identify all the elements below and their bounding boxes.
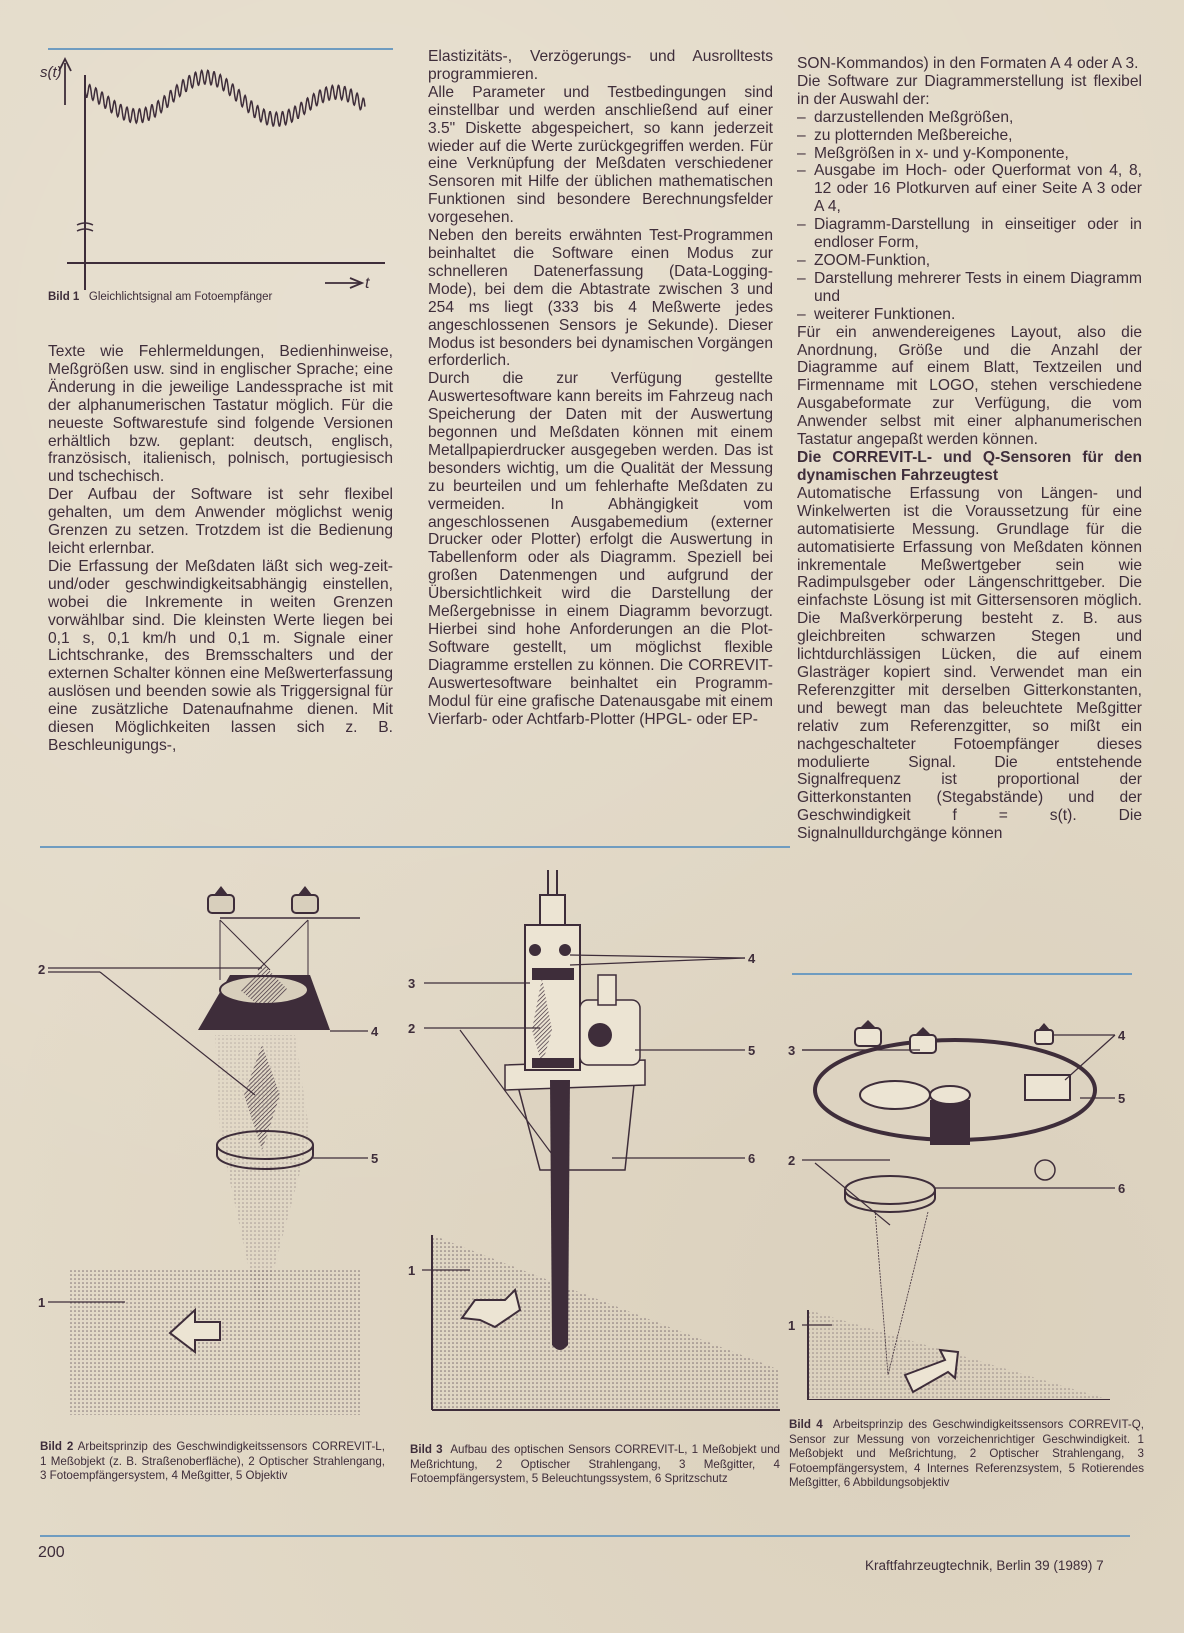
caption-label: Bild 1	[48, 291, 80, 303]
top-rule-left	[48, 48, 393, 50]
callout-2: 2	[38, 962, 46, 977]
callout-3: 3	[788, 1043, 796, 1058]
callout-3: 3	[408, 976, 416, 991]
measurement-surface	[70, 1270, 360, 1415]
caption-text: Aufbau des optischen Sensors CORREVIT-L, 1 Meßobjekt und Meßrichtung, 2 Optischer Strahlengang, 3 Meßgitter, 4 Fotoempfängersystem, 5 Beleuchtungssystem, 6 Spritzschutz	[410, 1443, 780, 1485]
callout-2: 2	[408, 1021, 416, 1036]
journal-citation: Kraftfahrzeugtechnik, Berlin 39 (1989) 7	[865, 1558, 1104, 1573]
callout-1: 1	[408, 1263, 416, 1278]
paragraph: Neben den bereits erwähnten Test-Programmen beinhaltet die Software einen Modus zur schnelleren Datenerfassung (Data-Logging-Mode), bei dem die Abtastrate zwischen 3 und 254 ms liegt (333 bis 4 Meßwerte jedes angeschlossenen Sensors je Sekunde). Dieser Modus ist besonders bei dynamischen Vorgängen erforderlich.	[428, 227, 774, 370]
x-axis-label: t	[365, 275, 370, 292]
figure2-diagram	[30, 850, 410, 1420]
callout-6: 6	[748, 1151, 756, 1166]
list-item: – darzustellenden Meßgrößen,	[797, 109, 1142, 127]
objective-lens	[845, 1176, 935, 1204]
list-item: – ZOOM-Funktion,	[797, 252, 1142, 270]
callout-4: 4	[748, 951, 756, 966]
paragraph: Elastizitäts-, Verzögerungs- und Ausrolltests programmieren.	[428, 48, 773, 83]
list-item: – zu plotternden Meßbereiche,	[797, 127, 1142, 145]
figure4-diagram	[780, 980, 1160, 1400]
feature-list	[797, 109, 1142, 324]
paragraph: Der Aufbau der Software ist sehr flexibel gehalten, um dem Anwender möglichst wenig Grenzen zu setzen. Trotzdem ist die Bedienung leicht erlernbar.	[48, 486, 393, 557]
figure3-caption	[410, 1443, 780, 1487]
callout-2: 2	[788, 1153, 796, 1168]
motor	[930, 1100, 970, 1145]
list-item: – weiterer Funktionen.	[797, 306, 1142, 324]
photo-receiver-right	[292, 895, 318, 913]
caption-label: Bild 3	[410, 1443, 443, 1456]
mid-rule-left	[40, 846, 790, 848]
list-item: – Meßgrößen in x- und y-Komponente,	[797, 145, 1142, 163]
caption-text: Arbeitsprinzip des Geschwindigkeitssensors CORREVIT-L, 1 Meßobjekt (z. B. Straßenoberfläche), 2 Optischer Strahlengang, 3 Fotoempfängersystem, 4 Meßgitter, 5 Objektiv	[40, 1440, 385, 1482]
callout-5: 5	[1118, 1091, 1126, 1106]
list-item: – Darstellung mehrerer Tests in einem Diagramm und	[797, 270, 1142, 306]
column-2	[428, 48, 773, 728]
callout-1: 1	[38, 1295, 46, 1310]
paragraph: Die Erfassung der Meßdaten läßt sich weg-zeit- und/oder geschwindigkeitsabhängig einstellen, wobei die Inkremente in weiten Grenzen vorwählbar sind. Die kleinsten Werte liegen bei 0,1 s, 0,1 km/h und 0,1 m. Signale einer Lichtschranke, des Bremsschalters und der externen Schalter können eine Meßwerterfassung auslösen und beenden sowie als Triggersignal für eine zusätzliche Datenaufnahme dienen. Mit diesen Möglichkeiten lassen sich z. B. Beschleunigungs-,	[48, 557, 393, 754]
figure3-diagram	[400, 850, 800, 1420]
bottom-rule	[40, 1535, 1130, 1537]
paragraph: Texte wie Fehlermeldungen, Bedienhinweise, Meßgrößen usw. sind in englischer Sprache; eine Änderung in die jeweilige Landessprache ist mit der alphanumerischen Tastatur möglich. Für die neueste Softwarestufe sind folgende Versionen erhältlich bzw. geplant: deutsch, englisch, französisch, italienisch, polnisch, portugiesisch und tschechisch.	[48, 343, 393, 486]
signal-wave	[85, 70, 365, 126]
lamp	[1035, 1160, 1055, 1180]
caption-text: Arbeitsprinzip des Geschwindigkeitssensors CORREVIT-Q, Sensor zur Messung von vorzeichenrichtiger Geschwindigkeit. 1 Meßobjekt und Meßrichtung, 2 Optischer Strahlengang, 3 Fotoempfängersystem, 4 Internes Referenzsystem, 5 Rotierendes Meßgitter, 6 Abbildungsobjektiv	[789, 1418, 1144, 1489]
callout-4: 4	[371, 1024, 379, 1039]
y-axis-label: s(t)	[40, 64, 62, 81]
caption-text: Gleichlichtsignal am Fotoempfänger	[88, 291, 273, 303]
callout-5: 5	[748, 1043, 756, 1058]
dark-beam	[550, 1080, 570, 1350]
list-item: – Ausgabe im Hoch- oder Querformat von 4, 8, 12 oder 16 Plotkurven auf einer Seite A 3 oder A 4,	[797, 162, 1142, 216]
callout-5: 5	[371, 1151, 379, 1166]
callout-4: 4	[1118, 1028, 1126, 1043]
photo-receiver-left	[208, 895, 234, 913]
caption-label: Bild 2	[40, 1440, 74, 1453]
paragraph: Für ein anwendereigenes Layout, also die Anordnung, Größe und die Anzahl der Diagramme auf einem Blatt, Textzeilen und Firmenname mit LOGO, stehen verschiedene Ausgabeformate zur Verfügung, die vom Anwender selbst mit einer alphanumerischen Tastatur angepaßt werden können.	[797, 323, 1142, 449]
list-item: – Diagramm-Darstellung in einseitiger oder in endloser Form,	[797, 216, 1142, 252]
paragraph: Automatische Erfassung von Längen- und Winkelwerten ist die Voraussetzung für eine automatisierte Messung. Grundlage für die automatisierte Erfassung von Meßdaten können inkrementale Meßwertgeber sein wie Radimpulsgeber oder Längenschrittgeber. Die einfachste Lösung ist mit Gittersensoren möglich. Die Maßverkörperung besteht z. B. aus gleichbreiten schwarzen Stegen und lichtdurchlässigen Lücken, die auf einem Glasträger kopiert sind. Verwendet man ein Referenzgitter mit derselben Gitterkonstanten, und bewegt man das beleuchtete Meßgitter relativ zum Referenzgitter, so mißt ein nachgeschalteter Fotoempfänger dieses modulierte Signal. Die entstehende Signalfrequenz ist proportional der Gitterkonstanten (Stegabstände) und der Geschwindigkeit f = s(t). Die Signalnulldurchgänge können	[797, 484, 1142, 843]
paragraph: Durch die zur Verfügung gestellte Auswertesoftware kann bereits im Fahrzeug nach Speicherung der Daten mit der Auswertung begonnen und Meßdaten können mit einem Metallpapierdrucker ausgegeben werden. Das ist besonders wichtig, um die Qualität der Messung zu beurteilen und um fehlerhafte Meßdaten zu vermeiden. In Abhängigkeit vom angeschlossenen Ausgabemedium (externer Drucker oder Plotter) erfolgt die Auswertung in Tabellenform oder als Diagramm. Speziell bei großen Datenmengen und aufgrund der Übersichtlichkeit wird die Darstellung der Meßergebnisse in einem Diagramm bevorzugt. Hierbei sind hohe Anforderungen an die Plot-Software gestellt, um möglichst flexible Diagramme erstellen zu können. Die CORREVIT-Auswertesoftware beinhaltet ein Programm-Modul für eine grafische Datenausgabe mit einem Vierfarb- oder Achtfarb-Plotter (HPGL- oder EP-	[428, 370, 773, 728]
figure1-signal-plot	[40, 55, 395, 295]
column-3	[797, 55, 1142, 843]
figure4-caption	[789, 1418, 1144, 1491]
column-1	[48, 343, 393, 755]
measurement-surface	[808, 1310, 1110, 1400]
figure2-caption	[40, 1440, 385, 1484]
mid-rule-right	[792, 973, 1132, 975]
callout-6: 6	[1118, 1181, 1126, 1196]
section-heading: Die CORREVIT-L- und Q-Sensoren für den dynamischen Fahrzeugtest	[797, 448, 1142, 484]
page-number: 200	[38, 1544, 65, 1561]
figure1-caption	[48, 290, 388, 305]
paragraph: SON-Kommandos) in den Formaten A 4 oder A 3.	[797, 55, 1139, 72]
paragraph: Alle Parameter und Testbedingungen sind einstellbar und werden anschließend auf einer 3.5" Diskette abgespeichert, so kann jederzeit wieder auf die Werte zurückgegriffen werden. Für eine Verknüpfung der Meßdaten verschiedener Sensoren mit Hilfe der üblichen mathematischen Funktionen sind besondere Berechnungsfelder vorgesehen.	[428, 83, 773, 227]
cable-connector	[540, 895, 565, 925]
caption-label: Bild 4	[789, 1418, 823, 1431]
list-intro: Die Software zur Diagrammerstellung ist flexibel in der Auswahl der:	[797, 72, 1142, 108]
callout-1: 1	[788, 1318, 796, 1333]
